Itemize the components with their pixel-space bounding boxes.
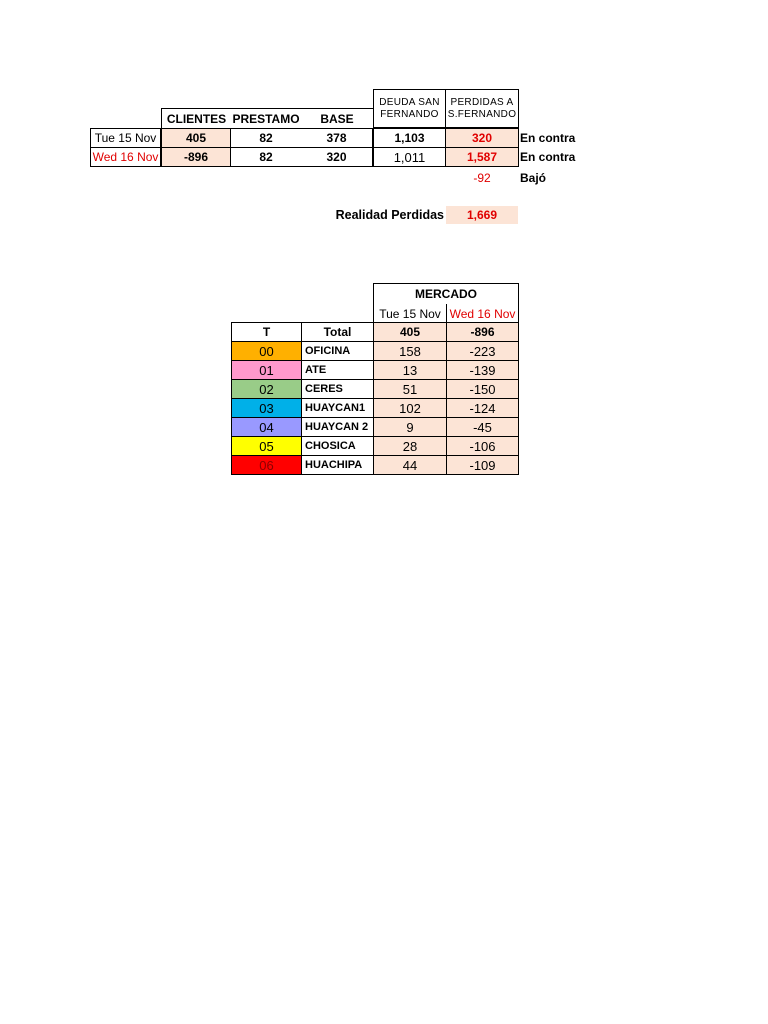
mercado-code-cell: 02 xyxy=(231,379,302,399)
mercado-tue-cell: 51 xyxy=(373,379,447,399)
header-base: BASE xyxy=(301,108,373,128)
mercado-tue-cell: 44 xyxy=(373,455,447,475)
row2-prestamo: 82 xyxy=(231,147,301,167)
row1-status: En contra xyxy=(520,131,576,145)
mercado-name-cell: HUAYCAN 2 xyxy=(301,417,374,437)
row1-perdidas: 320 xyxy=(445,128,519,148)
row1-deuda: 1,103 xyxy=(373,128,446,148)
diff-label: Bajó xyxy=(520,171,547,185)
header-perdidas-s-fernando xyxy=(445,89,519,128)
mercado-col-tue: Tue 15 Nov xyxy=(373,304,446,323)
mercado-code-cell: 00 xyxy=(231,341,302,361)
mercado-name-cell: CERES xyxy=(301,379,374,399)
row2-base: 320 xyxy=(301,147,373,167)
realidad-value: 1,669 xyxy=(446,206,518,224)
mercado-tue-cell: 9 xyxy=(373,417,447,437)
mercado-wed-cell: -109 xyxy=(446,455,519,475)
header-deuda-line1: DEUDA SAN xyxy=(379,96,440,108)
mercado-wed-cell: -124 xyxy=(446,398,519,418)
mercado-wed-cell: -223 xyxy=(446,341,519,361)
mercado-tue-cell: 102 xyxy=(373,398,447,418)
mercado-name-cell: ATE xyxy=(301,360,374,380)
mercado-total-tue: 405 xyxy=(373,322,447,342)
mercado-t-header: T xyxy=(231,322,302,342)
mercado-name-cell: OFICINA xyxy=(301,341,374,361)
mercado-name-cell: HUACHIPA xyxy=(301,455,374,475)
mercado-total-label: Total xyxy=(301,322,374,342)
mercado-col-wed: Wed 16 Nov xyxy=(446,304,519,323)
row2-date: Wed 16 Nov xyxy=(90,147,161,167)
mercado-title: MERCADO xyxy=(373,283,519,304)
diff-value: -92 xyxy=(473,171,491,185)
mercado-wed-cell: -139 xyxy=(446,360,519,380)
mercado-wed-cell: -150 xyxy=(446,379,519,399)
row1-date: Tue 15 Nov xyxy=(90,128,161,148)
mercado-name-cell: CHOSICA xyxy=(301,436,374,456)
mercado-wed-cell: -106 xyxy=(446,436,519,456)
row1-prestamo: 82 xyxy=(231,128,301,148)
header-perdidas-line2: S.FERNANDO xyxy=(447,108,517,120)
header-prestamo: PRESTAMO xyxy=(231,108,301,128)
realidad-label: Realidad Perdidas xyxy=(335,208,444,222)
mercado-tue-cell: 28 xyxy=(373,436,447,456)
mercado-code-cell: 06 xyxy=(231,455,302,475)
mercado-wed-cell: -45 xyxy=(446,417,519,437)
mercado-code-cell: 01 xyxy=(231,360,302,380)
header-deuda-line2: FERNANDO xyxy=(380,108,439,120)
mercado-total-wed: -896 xyxy=(446,322,519,342)
mercado-code-cell: 05 xyxy=(231,436,302,456)
mercado-code-cell: 04 xyxy=(231,417,302,437)
mercado-name-cell: HUAYCAN1 xyxy=(301,398,374,418)
mercado-code-cell: 03 xyxy=(231,398,302,418)
mercado-tue-cell: 158 xyxy=(373,341,447,361)
row2-perdidas: 1,587 xyxy=(445,147,519,167)
header-clientes: CLIENTES xyxy=(161,108,231,128)
header-deuda-san-fernando xyxy=(373,89,446,128)
row2-clientes: -896 xyxy=(161,147,231,167)
row2-status: En contra xyxy=(520,150,576,164)
row2-deuda: 1,011 xyxy=(373,147,446,167)
row1-base: 378 xyxy=(301,128,373,148)
header-perdidas-line1: PERDIDAS A xyxy=(450,96,514,108)
mercado-tue-cell: 13 xyxy=(373,360,447,380)
row1-clientes: 405 xyxy=(161,128,231,148)
